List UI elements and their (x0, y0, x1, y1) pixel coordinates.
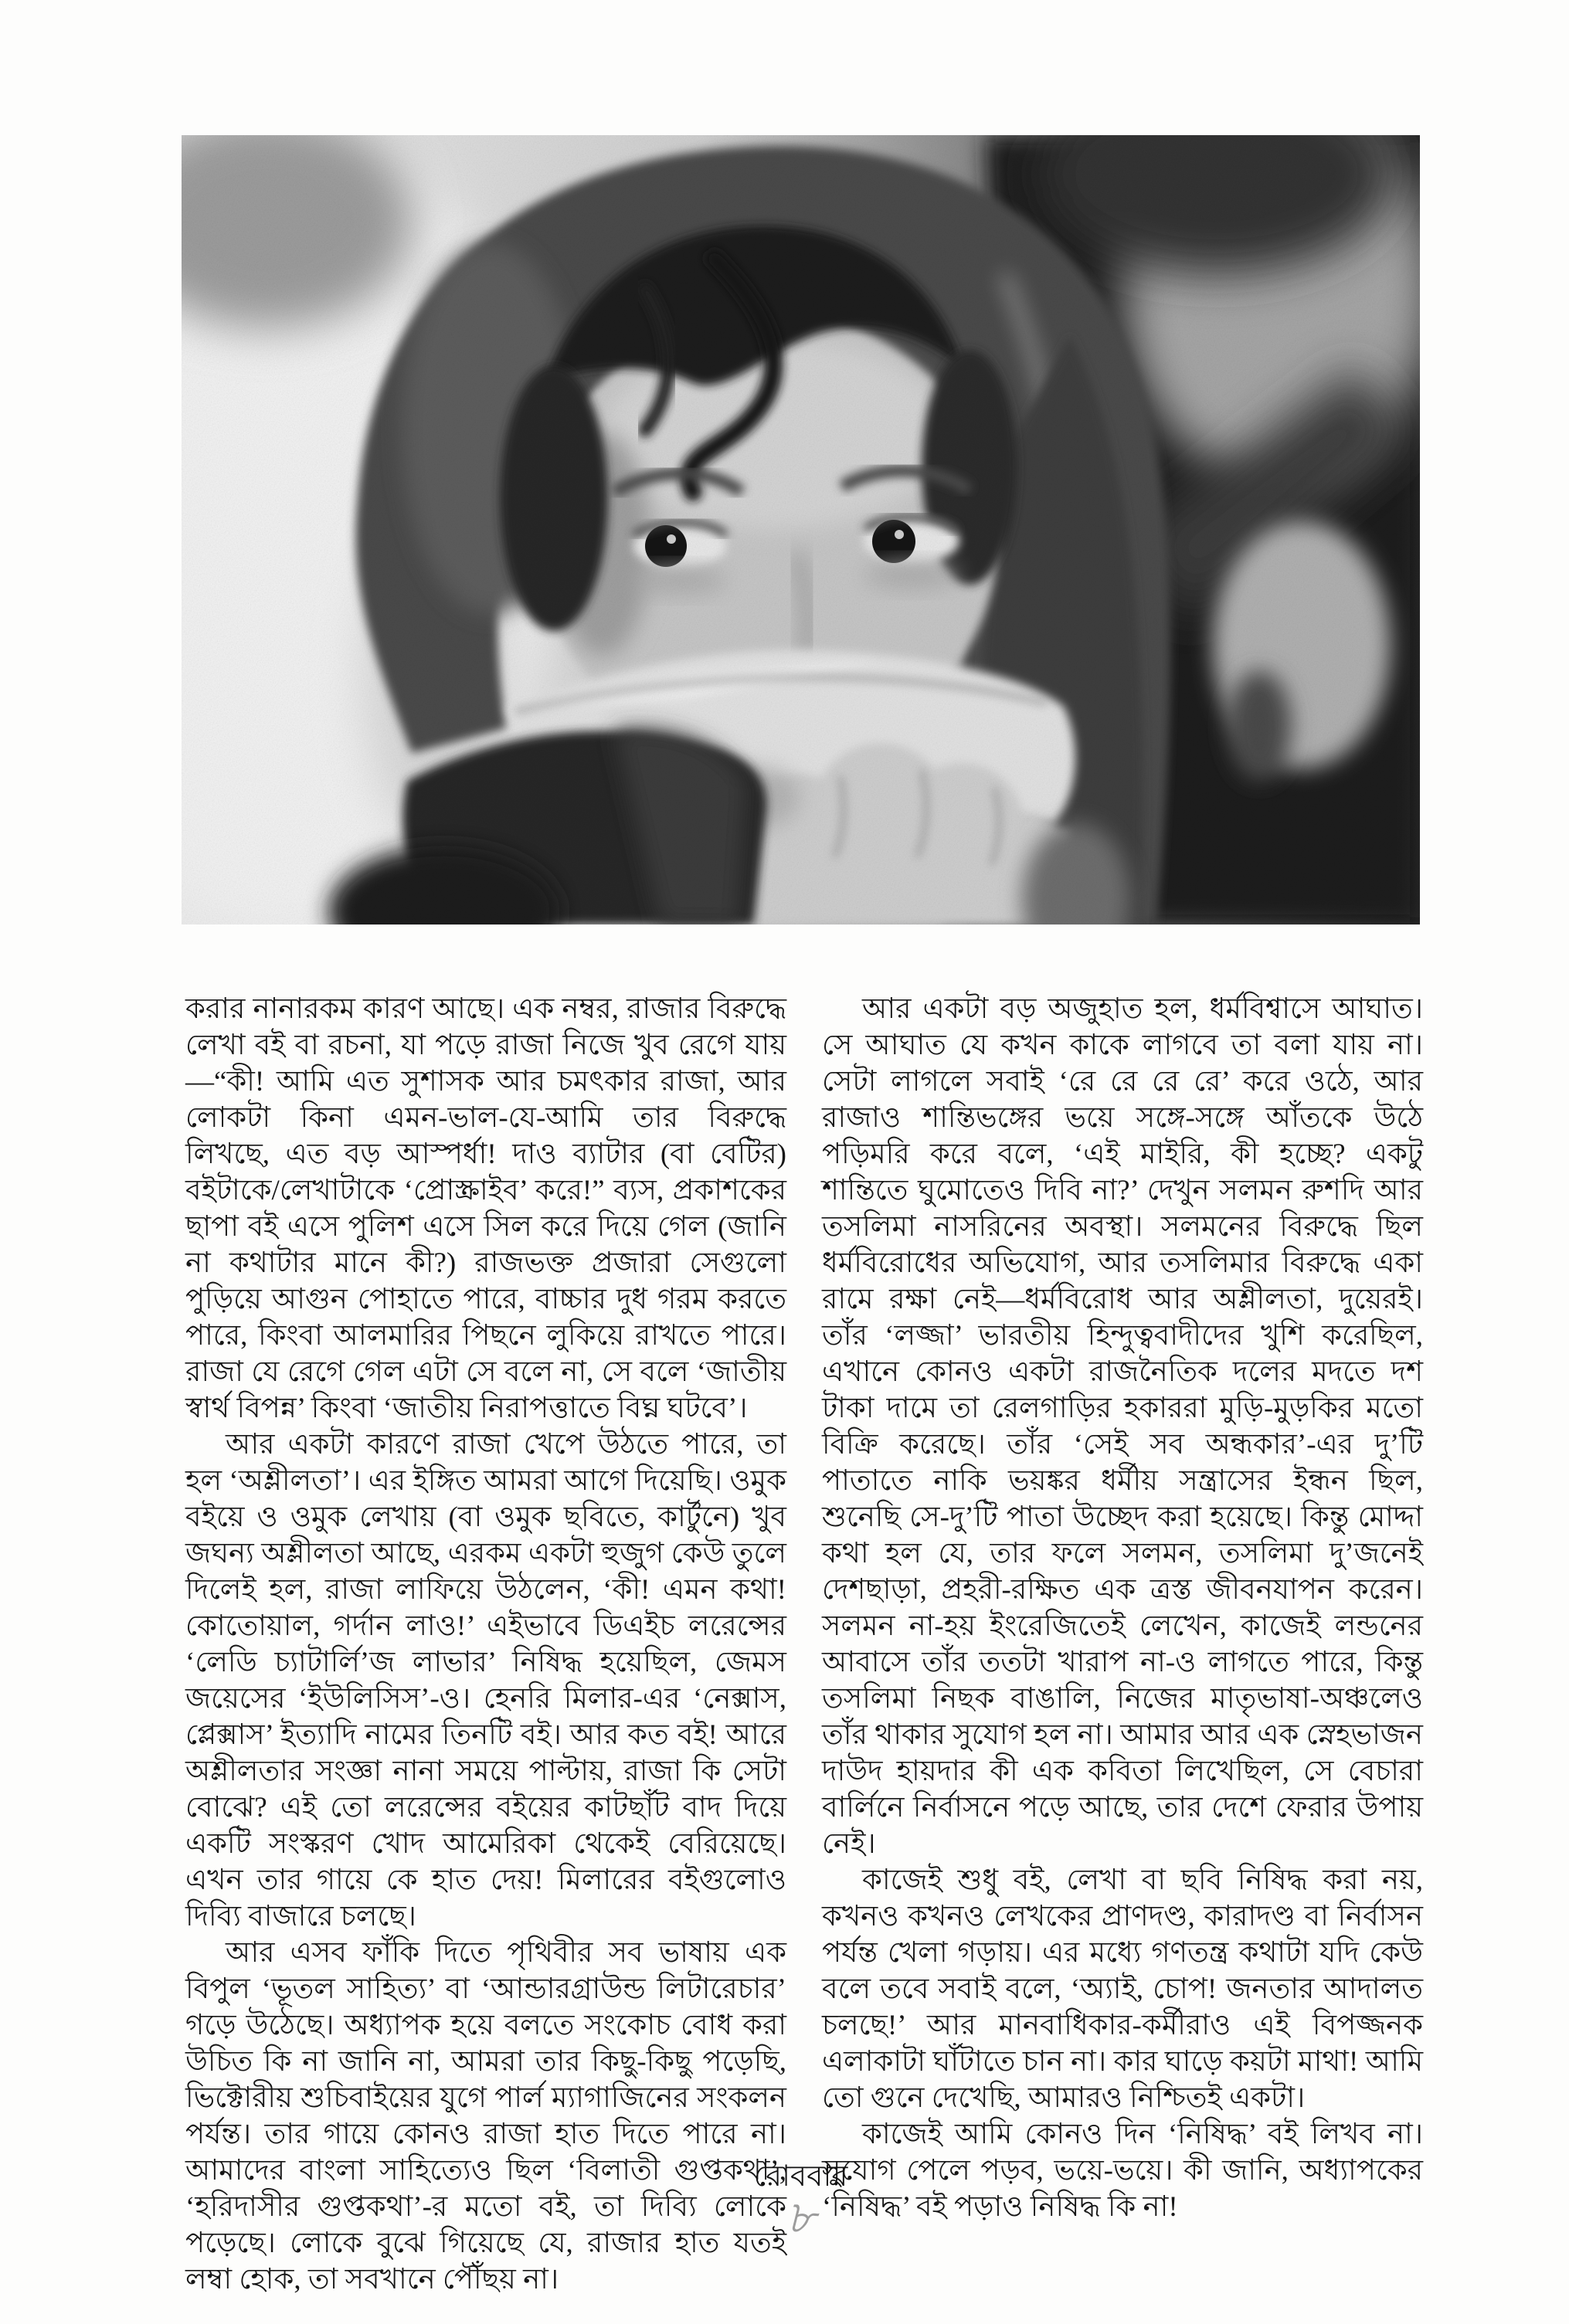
article-paragraph: আর এসব ফাঁকি দিতে পৃথিবীর সব ভাষায় এক বিপুল ‘ভূতল সাহিত্য’ বা ‘আন্ডারগ্রাউন্ড লিটারেচার’ গড়ে উঠেছে। অধ্যাপক হয়ে বলতে সংকোচ বোধ করা উচিত কি না জানি না, আমরা তার কিছু-কিছু পড়েছি, ভিক্টোরীয় শুচিবাইয়ের যুগে পার্ল ম্যাগাজিনের সংকলন পর্যন্ত। তার গায়ে কোনও রাজা হাত দিতে পারে না। আমাদের বাংলা সাহিত্যেও ছিল ‘বিলাতী গুপ্তকথা’, ‘হরিদাসীর গুপ্তকথা’-র মতো বই, তা দিব্যি লোকে পড়েছে। লোকে বুঝে গিয়েছে যে, রাজার হাত যতই লম্বা হোক, তা সবখানে পৌঁছয় না। (185, 1937, 786, 2295)
text-column-left (185, 991, 786, 2298)
text-column-right (822, 991, 1423, 2225)
article-paragraph: আর একটা কারণে রাজা খেপে উঠতে পারে, তা হল ‘অশ্লীলতা’। এর ইঙ্গিত আমরা আগে দিয়েছি। ওমুক বইয়ে ও ওমুক লেখায় (বা ওমুক ছবিতে, কার্টুনে) খুব জঘন্য অশ্লীলতা আছে, এরকম একটা হুজুগ কেউ তুলে দিলেই হল, রাজা লাফিয়ে উঠলেন, ‘কী! এমন কথা! কোতোয়াল, গর্দান লাও!’ এইভাবে ডিএইচ লরেন্সের ‘লেডি চ্যাটার্লি’জ লাভার’ নিষিদ্ধ হয়েছিল, জেমস জয়েসের ‘ইউলিসিস’-ও। হেনরি মিলার-এর ‘নেক্সাস, প্লেক্সাস’ ইত্যাদি নামের তিনটি বই। আর কত বই! আরে অশ্লীলতার সংজ্ঞা নানা সময়ে পাল্টায়, রাজা কি সেটা বোঝে? এই তো লরেন্সের বইয়ের কাটছাঁট বাদ দিয়ে একটি সংস্করণ খোদ আমেরিকা থেকেই বেরিয়েছে। এখন তার গায়ে কে হাত দেয়! মিলারের বইগুলোও দিব্যি বাজারে চলছে। (185, 1429, 786, 1932)
halftone-grain-overlay (182, 135, 1420, 925)
page-footer (182, 2159, 1420, 2243)
article-photo (182, 135, 1420, 925)
article-paragraph: করার নানারকম কারণ আছে। এক নম্বর, রাজার বিরুদ্ধে লেখা বই বা রচনা, যা পড়ে রাজা নিজে খুব রেগে যায়—“কী! আমি এত সুশাসক আর চমৎকার রাজা, আর লোকটা কিনা এমন-ভাল-যে-আমি তার বিরুদ্ধে লিখছে, এত বড় আস্পর্ধা! দাও ব্যাটার (বা বেটির) বইটাকে/লেখাটাকে ‘প্রোস্ক্রাইব’ করে!” ব্যস, প্রকাশকের ছাপা বই এসে পুলিশ এসে সিল করে দিয়ে গেল (জানি না কথাটার মানে কী?) রাজভক্ত প্রজারা সেগুলো পুড়িয়ে আগুন পোহাতে পারে, বাচ্চার দুধ গরম করতে পারে, কিংবা আলমারির পিছনে লুকিয়ে রাখতে পারে। রাজা যে রেগে গেল এটা সে বলে না, সে বলে ‘জাতীয় স্বার্থ বিপন্ন’ কিংবা ‘জাতীয় নিরাপত্তাতে বিঘ্ন ঘটবে’। (185, 993, 786, 1424)
article-paragraph: কাজেই আমি কোনও দিন ‘নিষিদ্ধ’ বই লিখব না। সুযোগ পেলে পড়ব, ভয়ে-ভয়ে। কী জানি, অধ্যাপকের ‘নিষিদ্ধ’ বই পড়াও নিষিদ্ধ কি না! (822, 2119, 1423, 2223)
woman-headscarf-photo-illustration (182, 135, 1420, 925)
article-paragraph: কাজেই শুধু বই, লেখা বা ছবি নিষিদ্ধ করা নয়, কখনও কখনও লেখকের প্রাণদণ্ড, কারাদণ্ড বা নির্বাসন পর্যন্ত খেলা গড়ায়। এর মধ্যে গণতন্ত্র কথাটা যদি কেউ বলে তবে সবাই বলে, ‘অ্যাই, চোপ! জনতার আদালত চলছে!’ আর মানবাধিকার-কর্মীরাও এই বিপজ্জনক এলাকাটা ঘাঁটাতে চান না। কার ঘাড়ে কয়টা মাথা! আমি তো গুনে দেখেছি, আমারও নিশ্চিতই একটা। (822, 1864, 1423, 2114)
article-paragraph: আর একটা বড় অজুহাত হল, ধর্মবিশ্বাসে আঘাত। সে আঘাত যে কখন কাকে লাগবে তা বলা যায় না। সেটা লাগলে সবাই ‘রে রে রে রে’ করে ওঠে, আর রাজাও শান্তিভঙ্গের ভয়ে সঙ্গে-সঙ্গে আঁতকে উঠে পড়িমরি করে বলে, ‘এই মাইরি, কী হচ্ছে? একটু শান্তিতে ঘুমোতেও দিবি না?’ দেখুন সলমন রুশদি আর তসলিমা নাসরিনের অবস্থা। সলমনের বিরুদ্ধে ছিল ধর্মবিরোধের অভিযোগ, আর তসলিমার বিরুদ্ধে একা রামে রক্ষা নেই—ধর্মবিরোধ আর অশ্লীলতা, দুয়েরই। তাঁর ‘লজ্জা’ ভারতীয় হিন্দুত্ববাদীদের খুশি করেছিল, এখানে কোনও একটা রাজনৈতিক দলের মদতে দশ টাকা দামে তা রেলগাড়ির হকাররা মুড়ি-মুড়কির মতো বিক্রি করেছে। তাঁর ‘সেই সব অন্ধকার’-এর দু’টি পাতাতে নাকি ভয়ঙ্কর ধর্মীয় সন্ত্রাসের ইন্ধন ছিল, শুনেছি সে-দু’টি পাতা উচ্ছেদ করা হয়েছে। কিন্তু মোদ্দা কথা হল যে, তার ফলে সলমন, তসলিমা দু’জনেই দেশছাড়া, প্রহরী-রক্ষিত এক ত্রস্ত জীবনযাপন করেন। সলমন না-হয় ইংরেজিতেই লেখেন, কাজেই লন্ডনের আবাসে তাঁর ততটা খারাপ না-ও লাগতে পারে, কিন্তু তসলিমা নিছক বাঙালি, নিজের মাতৃভাষা-অঞ্চলেও তাঁর থাকার সুযোগ হল না। আমার আর এক স্নেহভাজন দাউদ হায়দার কী এক কবিতা লিখেছিল, সে বেচারা বার্লিনে নির্বাসনে পড়ে আছে, তার দেশে ফেরার উপায় নেই। (822, 993, 1423, 1860)
page-number: ৮ (786, 2193, 816, 2243)
magazine-name: রোববার (753, 2160, 848, 2193)
